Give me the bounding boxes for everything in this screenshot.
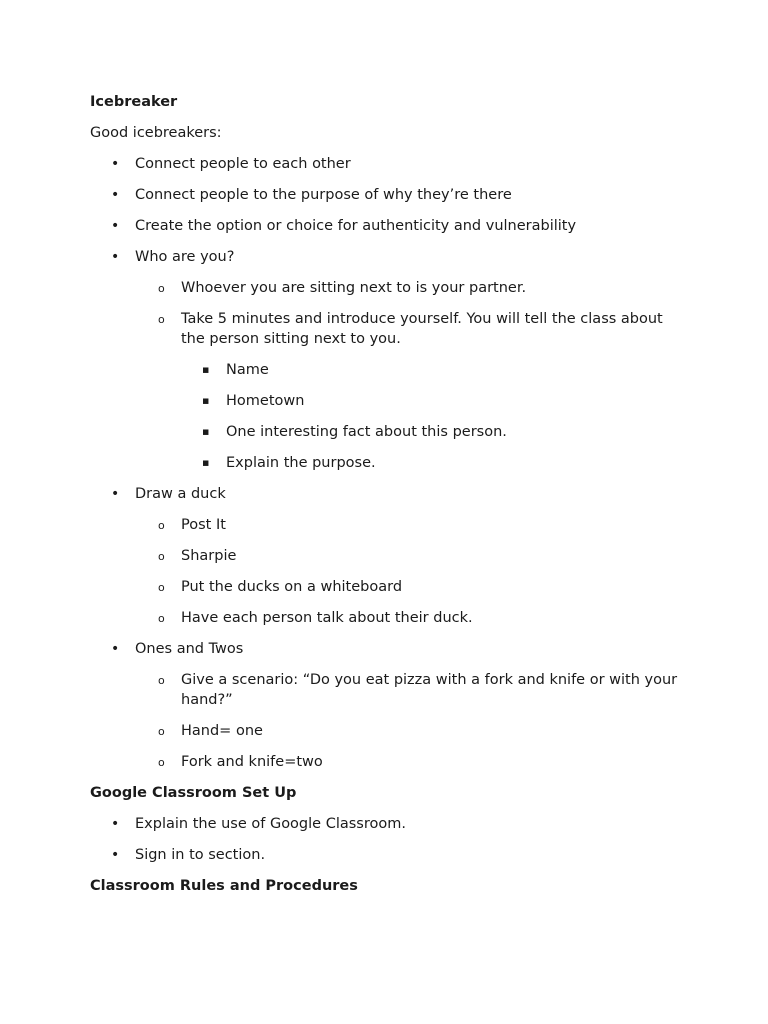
square-bullet-icon: ▪	[202, 394, 210, 407]
list-item	[90, 814, 690, 834]
bullet-icon: •	[111, 641, 120, 657]
sub-sub-list-item-text: Name	[226, 362, 269, 378]
circle-bullet-icon: o	[158, 519, 165, 532]
circle-bullet-icon: o	[158, 313, 165, 326]
bullet-icon: •	[111, 816, 120, 832]
sub-list-item-text: Post It	[181, 517, 226, 533]
bullet-icon: •	[111, 847, 120, 863]
bullet-icon: •	[111, 187, 120, 203]
sub-sub-list-item-text: One interesting fact about this person.	[226, 424, 507, 440]
section-heading-classroom-rules: Classroom Rules and Procedures	[90, 878, 358, 894]
list-item-text: Connect people to the purpose of why they’re there	[135, 187, 512, 203]
circle-bullet-icon: o	[158, 725, 165, 738]
bullet-icon: •	[111, 218, 120, 234]
list-item	[90, 484, 690, 504]
list-item-text: Ones and Twos	[135, 641, 244, 657]
list-item	[90, 845, 690, 865]
sub-list-item	[90, 752, 690, 772]
list-item-text: Connect people to each other	[135, 156, 351, 172]
sub-list-item-text: Take 5 minutes and introduce yourself. You will tell the class about the person sitting next to you.	[181, 311, 663, 347]
circle-bullet-icon: o	[158, 550, 165, 563]
sub-list-item	[90, 721, 690, 741]
list-item-text: Sign in to section.	[135, 847, 266, 863]
sub-list-item-text: Fork and knife=two	[181, 754, 323, 770]
sub-sub-list-item	[90, 453, 690, 473]
sub-list-item	[90, 278, 690, 298]
square-bullet-icon: ▪	[202, 456, 210, 469]
bullet-icon: •	[111, 249, 120, 265]
list-item	[90, 185, 690, 205]
list-item	[90, 247, 690, 267]
square-bullet-icon: ▪	[202, 425, 210, 438]
sub-sub-list-item-text: Explain the purpose.	[226, 455, 376, 471]
list-item-text: Who are you?	[135, 249, 235, 265]
list-item-text: Create the option or choice for authenticity and vulnerability	[135, 218, 577, 234]
sub-sub-list-item	[90, 422, 690, 442]
circle-bullet-icon: o	[158, 756, 165, 769]
sub-list-item	[90, 515, 690, 535]
sub-list-item-text: Whoever you are sitting next to is your partner.	[181, 280, 527, 296]
sub-list-item-text: Have each person talk about their duck.	[181, 610, 473, 626]
sub-list-item	[90, 577, 690, 597]
sub-list-item	[90, 670, 690, 710]
circle-bullet-icon: o	[158, 674, 165, 687]
sub-list-item-text: Give a scenario: “Do you eat pizza with a fork and knife or with your hand?”	[181, 672, 678, 708]
sub-list-item	[90, 309, 690, 349]
sub-list-item	[90, 546, 690, 566]
square-bullet-icon: ▪	[202, 363, 210, 376]
bullet-icon: •	[111, 486, 120, 502]
circle-bullet-icon: o	[158, 282, 165, 295]
circle-bullet-icon: o	[158, 581, 165, 594]
sub-list-item-text: Put the ducks on a whiteboard	[181, 579, 403, 595]
list-item	[90, 216, 690, 236]
icebreaker-intro: Good icebreakers:	[90, 125, 222, 141]
list-item	[90, 639, 690, 659]
section-heading-icebreaker: Icebreaker	[90, 94, 178, 110]
document-page	[90, 92, 690, 907]
sub-sub-list-item-text: Hometown	[226, 393, 305, 409]
sub-sub-list-item	[90, 360, 690, 380]
sub-list-item-text: Hand= one	[181, 723, 263, 739]
list-item-text: Draw a duck	[135, 486, 226, 502]
bullet-icon: •	[111, 156, 120, 172]
circle-bullet-icon: o	[158, 612, 165, 625]
sub-list-item-text: Sharpie	[181, 548, 237, 564]
sub-sub-list-item	[90, 391, 690, 411]
list-item	[90, 154, 690, 174]
list-item-text: Explain the use of Google Classroom.	[135, 816, 406, 832]
section-heading-google-classroom: Google Classroom Set Up	[90, 785, 297, 801]
sub-list-item	[90, 608, 690, 628]
